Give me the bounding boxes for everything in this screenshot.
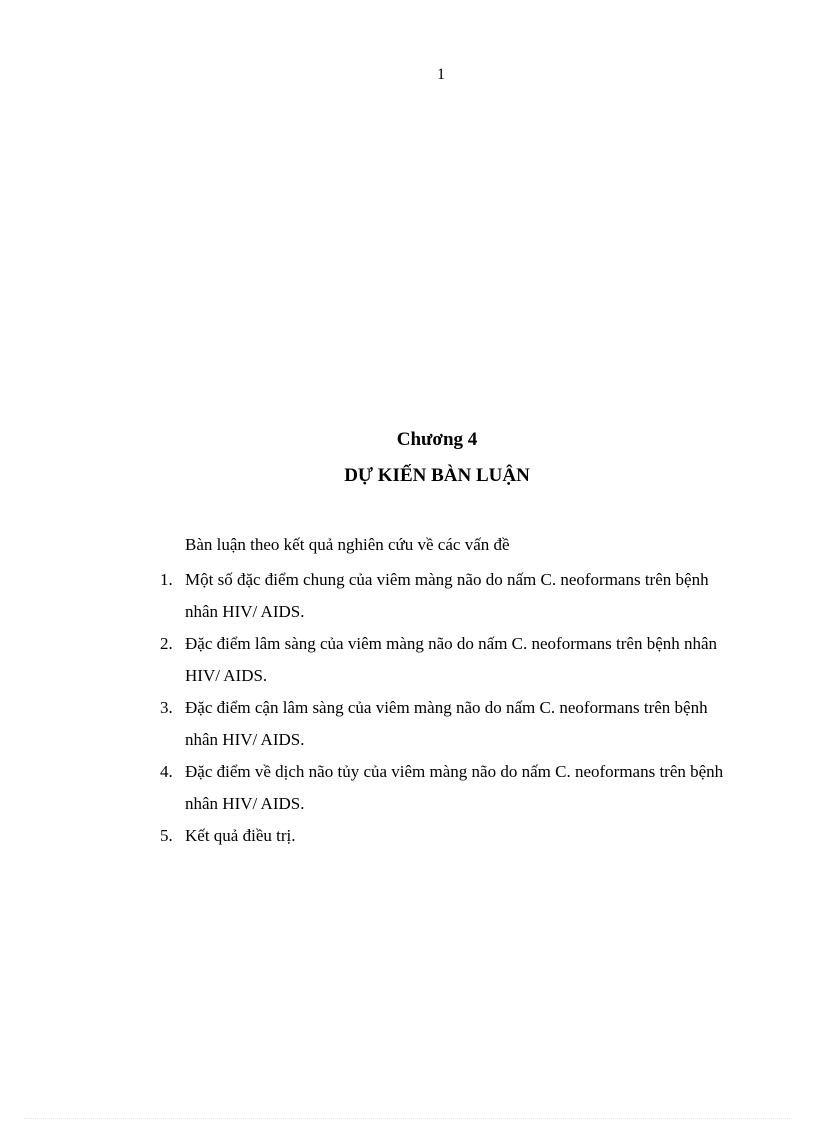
list-item-number: 3. <box>160 698 173 717</box>
topic-list <box>160 564 740 852</box>
list-item <box>160 756 740 820</box>
list-item <box>160 628 740 692</box>
list-item-text: Đặc điểm về dịch não tủy của viêm màng não do nấm C. neoformans trên bệnh nhân HIV/ AIDS. <box>185 762 724 813</box>
chapter-title: DỰ KIẾN BÀN LUẬN <box>344 465 530 486</box>
list-item-number: 5. <box>160 826 173 845</box>
list-item-text: Kết quả điều trị. <box>185 826 296 845</box>
list-item <box>160 820 740 852</box>
chapter-heading: Chương 4 <box>396 429 478 450</box>
list-item-text: Đặc điểm lâm sàng của viêm màng não do nấm C. neoformans trên bệnh nhân HIV/ AIDS. <box>185 634 718 685</box>
list-item-text: Đặc điểm cận lâm sàng của viêm màng não do nấm C. neoformans trên bệnh nhân HIV/ AIDS. <box>185 698 708 749</box>
page-bottom-divider <box>24 1118 792 1119</box>
list-item-text: Một số đặc điểm chung của viêm màng não do nấm C. neoformans trên bệnh nhân HIV/ AIDS. <box>185 570 709 621</box>
intro-paragraph: Bàn luận theo kết quả nghiên cứu về các vấn đề <box>185 535 510 554</box>
list-item-number: 4. <box>160 762 173 781</box>
list-item <box>160 564 740 628</box>
list-item-number: 1. <box>160 570 173 589</box>
list-item-number: 2. <box>160 634 173 653</box>
page-number: 1 <box>437 66 445 83</box>
list-item <box>160 692 740 756</box>
